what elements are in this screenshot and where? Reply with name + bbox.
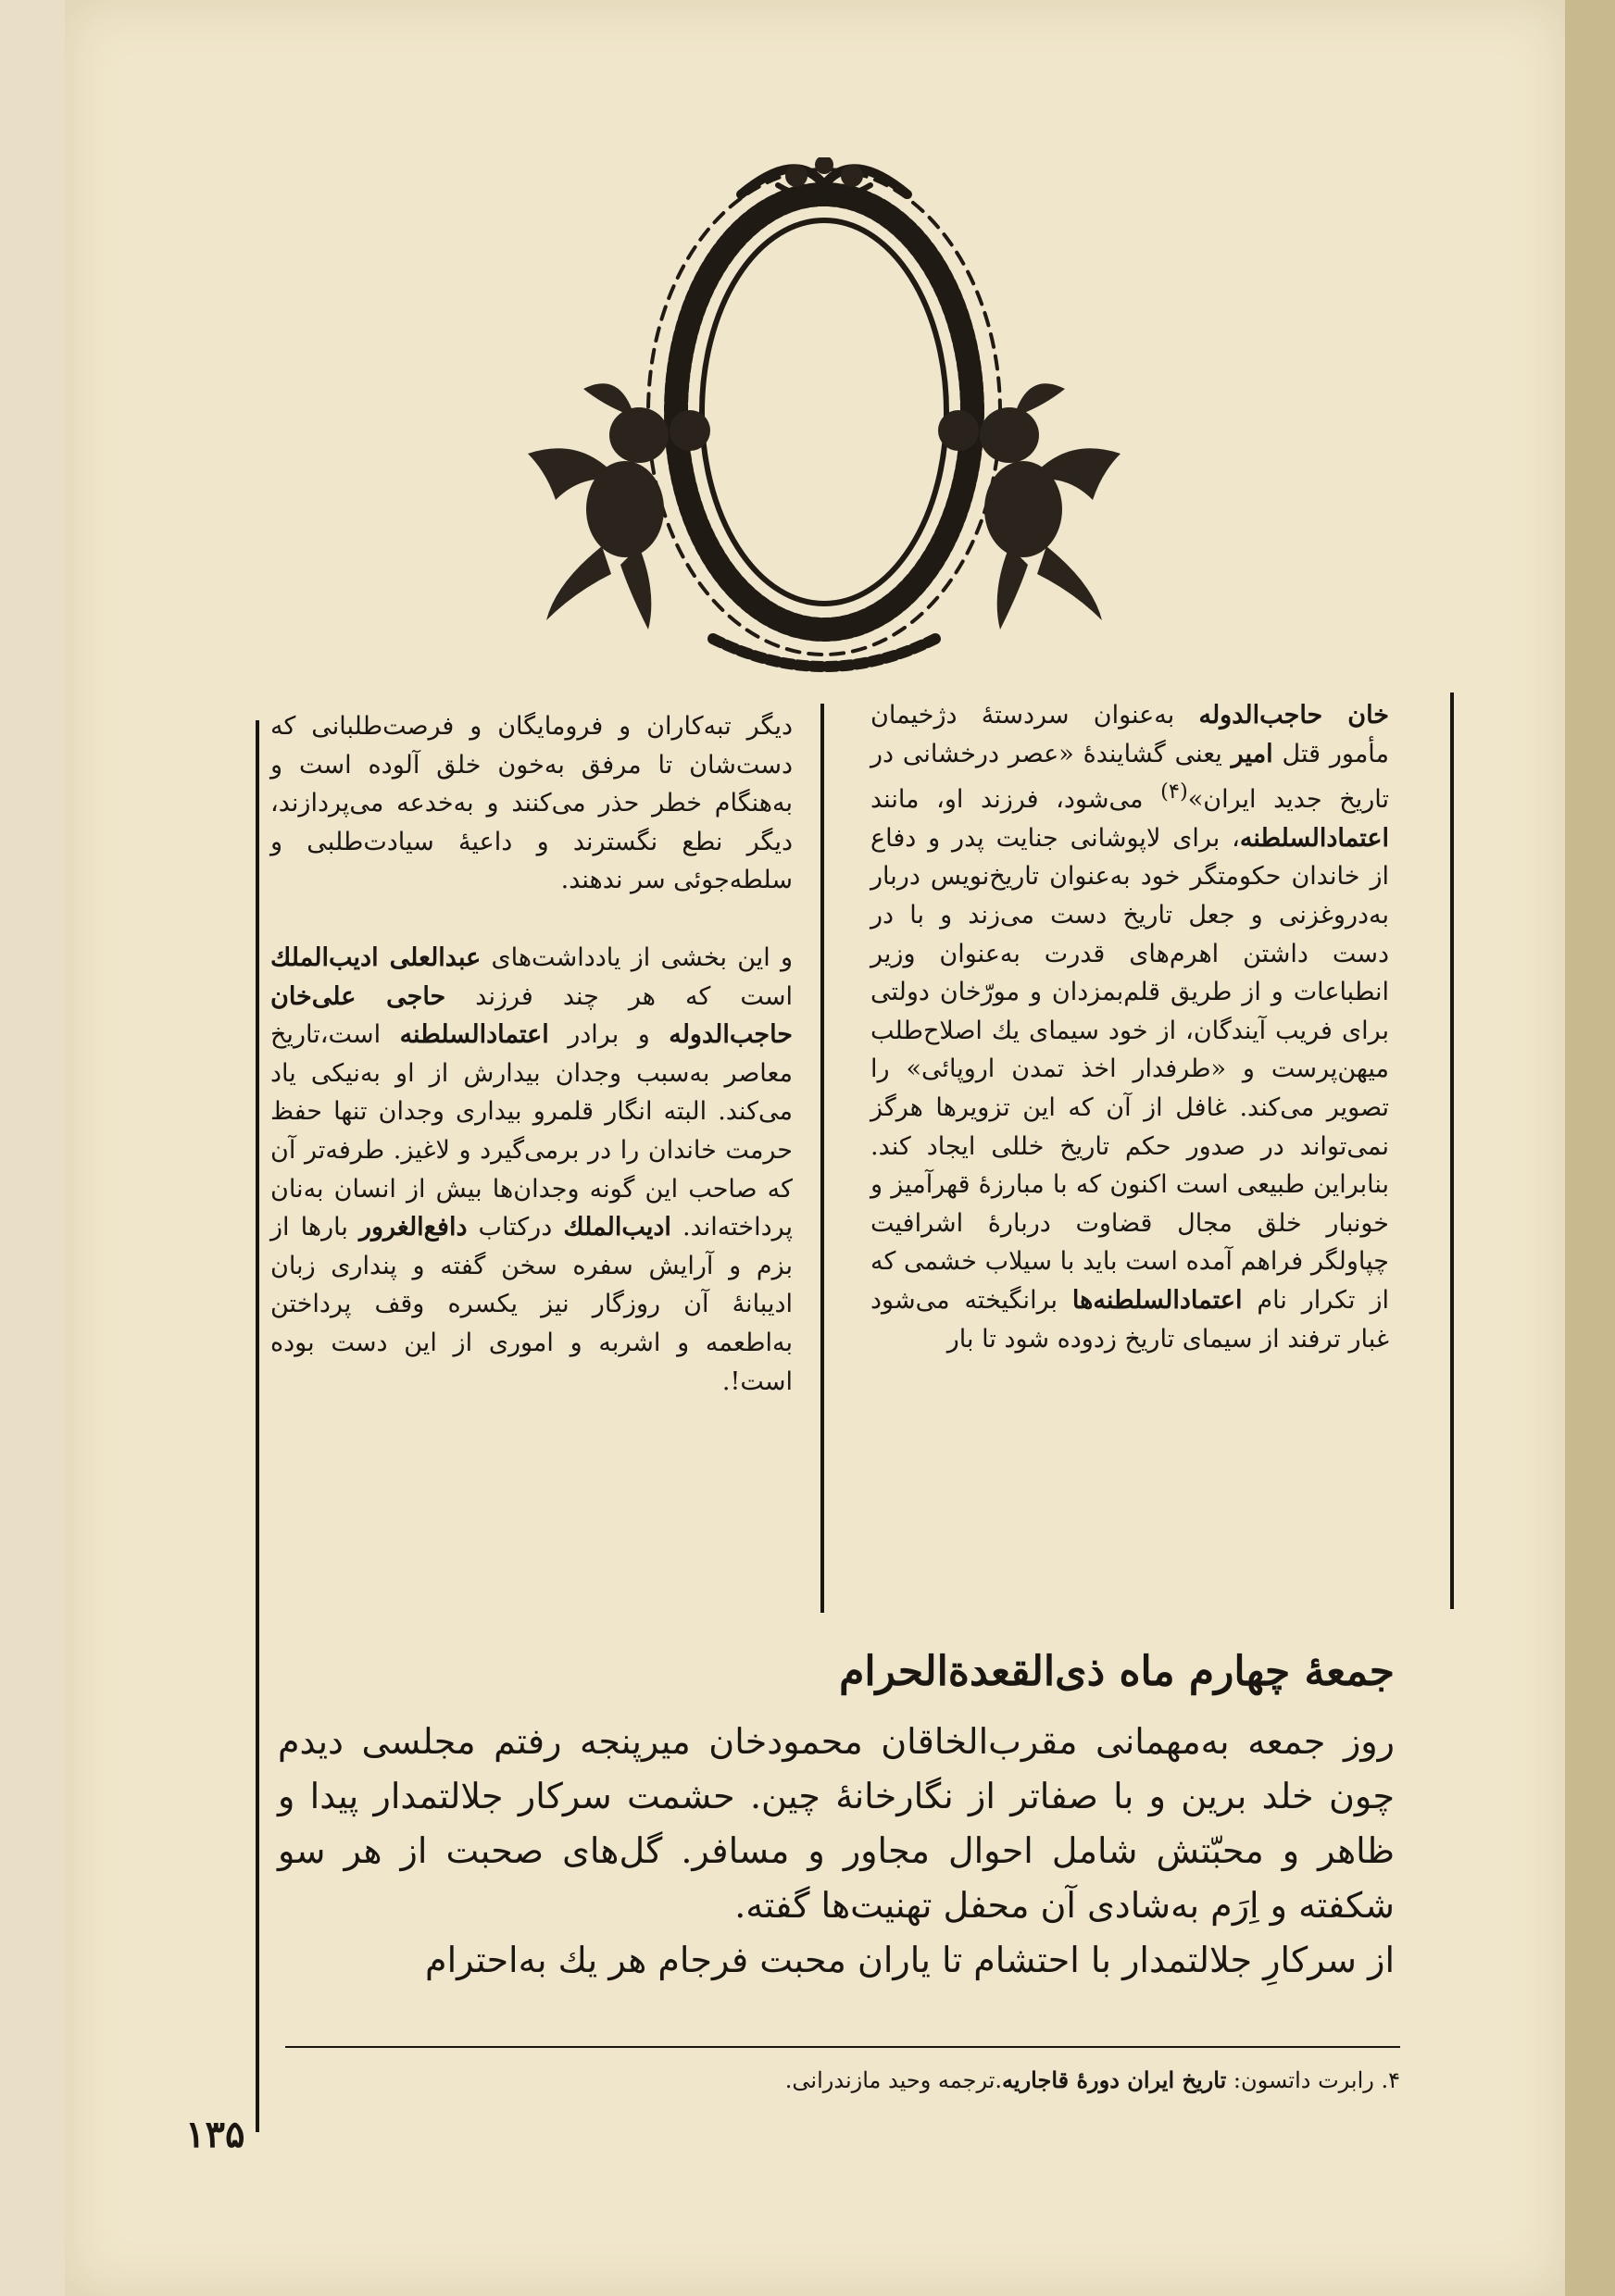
page-number: ۱۳۵: [185, 2113, 245, 2156]
section-heading: جمعهٔ چهارم ماه ذی‌القعدة‌الحرام: [839, 1648, 1395, 1695]
right-column-paragraph: خان حاجب‌الدوله به‌عنوان سردستهٔ دژخیمان مأمور قتل امیر یعنی گشایندهٔ «عصر درخشانی در تاریخ جدید ایران»$^{(۴)}$ می‌شود، فرزند او، مانند اعتمادالسلطنه، برای لاپوشانی جنایت پدر و دفاع از خاندان حکومتگر خود به‌عنوان تاریخ‌نویس دربار به‌دروغزنی و جعل تاریخ دست می‌زند و با در دست داشتن اهرم‌های قدرت به‌عنوان وزیر انطباعات و از طریق قلم‌بمزدان و مورّخان دولتی برای فریب آیندگان، از خود سیمای یك اصلاح‌طلب میهن‌پرست و «طرفدار اخذ تمدن اروپائی» را تصویر می‌کند. غافل از آن که این تزویرها هرگز نمی‌تواند در صدور حکم تاریخ خللی ایجاد کند. بنابراین طبیعی است اکنون که با مبارزهٔ قهرآمیز و خونبار خلق مجال قضاوت دربارهٔ اشرافیت چپاولگر فراهم آمده است باید با سیلاب خشمی که از تکرار نام اعتمادالسلطنه‌ها برانگیخته می‌شود غبار ترفند از سیمای تاریخ زدوده شود تا بار: [870, 701, 1390, 1354]
right-column: [870, 696, 1389, 1358]
left-column-paragraph: دیگر تبه‌کاران و فرومایگان و فرصت‌طلبانی که دست‌شان تا مرفق به‌خون خلق آلوده است و به‌هنگام خطر حذر می‌کنند و به‌خدعه می‌پردازند، دیگر نطع نگسترند و داعیهٔ سیادت‌طلبی و سلطه‌جوئی سر ندهند.: [270, 712, 793, 895]
left-column: [270, 707, 793, 1401]
main-paragraph: روز جمعه به‌مهمانی مقرب‌الخاقان محمودخان میرپنجه رفتم مجلسی دیدم چون خلد برین و با صفاتر از نگارخانهٔ چین. حشمت سرکار جلالتمدار پیدا و ظاهر و محبّتش شامل احوال مجاور و مسافر. گل‌های صحبت از هر سو شکفته و اِرَم به‌شادی آن محفل تهنیت‌ها گفته.: [278, 1721, 1395, 1926]
footnote: ۴. رابرت داتسون: تاریخ ایران دورهٔ قاجاریه.ترجمه وحید مازندرانی.: [784, 2066, 1400, 2093]
column-rule-right: [1450, 693, 1454, 1609]
column-rule-middle: [820, 704, 824, 1613]
cherub-wreath-ornament: [519, 157, 1130, 676]
left-column-paragraph: و این بخشی از یادداشت‌های عبدالعلی ادیب‌الملك است که هر چند فرزند حاجی علی‌خان حاجب‌الدوله و برادر اعتمادالسلطنه است،تاریخ معاصر به‌سبب وجدان بیدارش از او به‌نیکی یاد می‌کند. البته انگار قلمرو بیداری وجدان تنها حفظ حرمت خاندان را در برمی‌گیرد و لاغیز. طرفه‌تر آن که صاحب این گونه وجدان‌ها بیش از انسان به‌نان پرداخته‌اند. ادیب‌الملك درکتاب دافع‌الغرور بارها از بزم و آرایش سفره سخن گفته و پنداری زبان ادیبانهٔ آن روزگار نیز یکسره وقف پرداختن به‌اطعمه و اشربه و اموری از این دست بوده است!.: [270, 942, 794, 1396]
main-text: [278, 1715, 1395, 1988]
main-paragraph: از سرکارِ جلالتمدار با احتشام تا یاران محبت فرجام هر یك به‌احترام: [425, 1940, 1395, 1980]
page-edge: [1565, 0, 1615, 2296]
footnote-rule: [285, 2046, 1400, 2048]
column-rule-left: [256, 720, 259, 2132]
